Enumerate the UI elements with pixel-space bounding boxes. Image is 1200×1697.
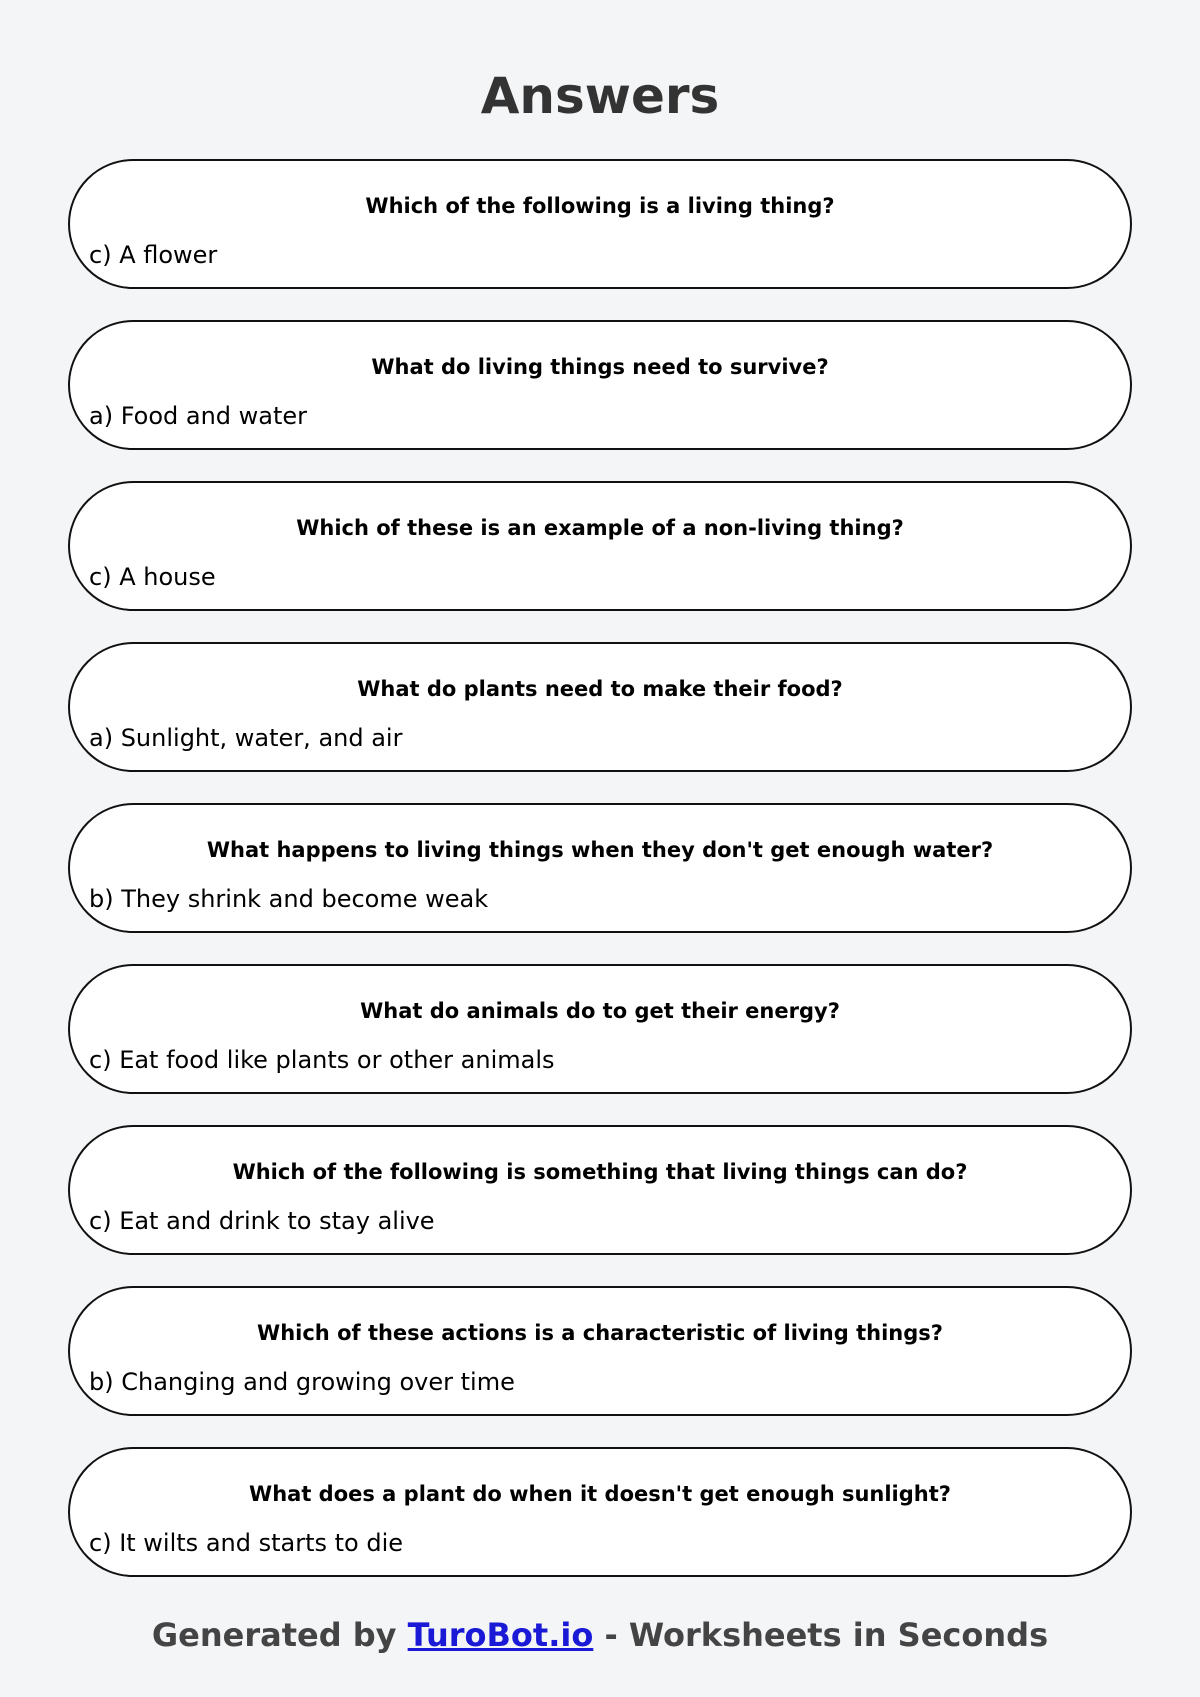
answer-card-4: [68, 642, 1132, 772]
footer-prefix: Generated by: [151, 1616, 408, 1654]
answer-text: c) A house: [89, 563, 216, 591]
footer: [0, 1616, 1200, 1654]
answer-card-1: [68, 159, 1132, 289]
page-title: Answers: [480, 67, 720, 125]
question-text: What do plants need to make their food?: [357, 677, 843, 701]
answer-card-7: [68, 1125, 1132, 1255]
answer-card-9: [68, 1447, 1132, 1577]
answer-text: a) Sunlight, water, and air: [89, 724, 403, 752]
answer-card-5: [68, 803, 1132, 933]
answer-card-2: [68, 320, 1132, 450]
answer-card-6: [68, 964, 1132, 1094]
question-text: What do living things need to survive?: [371, 355, 829, 379]
answer-card-3: [68, 481, 1132, 611]
turobot-link[interactable]: TuroBot.io: [407, 1616, 594, 1654]
question-text: Which of the following is something that living things can do?: [232, 1160, 968, 1184]
question-text: What do animals do to get their energy?: [360, 999, 840, 1023]
question-text: What happens to living things when they don't get enough water?: [206, 838, 994, 862]
question-text: Which of the following is a living thing?: [365, 194, 835, 218]
question-text: Which of these actions is a characteristic of living things?: [257, 1321, 943, 1345]
answers-list: [68, 159, 1132, 1608]
answer-text: c) Eat food like plants or other animals: [89, 1046, 555, 1074]
answer-text: c) Eat and drink to stay alive: [89, 1207, 435, 1235]
answer-card-8: [68, 1286, 1132, 1416]
question-text: Which of these is an example of a non-living thing?: [296, 516, 904, 540]
answer-text: b) Changing and growing over time: [89, 1368, 515, 1396]
answer-text: a) Food and water: [89, 402, 308, 430]
answer-text: c) It wilts and starts to die: [89, 1529, 404, 1557]
answer-text: b) They shrink and become weak: [89, 885, 489, 913]
answer-text: c) A flower: [89, 241, 218, 269]
footer-suffix: - Worksheets in Seconds: [593, 1616, 1049, 1654]
question-text: What does a plant do when it doesn't get enough sunlight?: [249, 1482, 951, 1506]
